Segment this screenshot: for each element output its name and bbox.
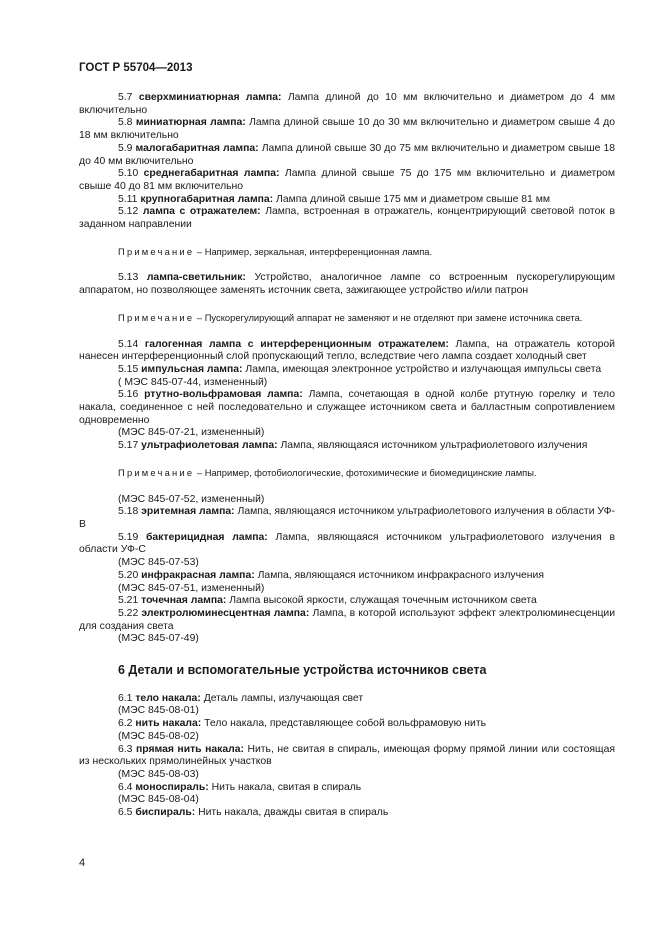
term: миниатюрная лампа: [135,117,246,129]
note-5-17: Примечание – Например, фотобиологические, фотохимические и биомедицинские лампы. [118,466,537,478]
note-5-13: Примечание – Пускорегулирующий аппарат не заменяют и не отделяют при замене источника света. [118,311,583,323]
term: лампа-светильник: [146,272,246,284]
term: моноспираль: [135,781,209,793]
term-entry-5-20: 5.20 инфракрасная лампа: Лампа, являющаяся источником инфракрасного излучения [118,569,544,581]
term: прямая нить накала: [135,743,244,755]
term-entry-6-5: 6.5 биспираль: Нить накала, дважды свитая в спираль [118,807,389,819]
term-entry-6-3: 6.3 прямая нить накала: Нить, не свитая в спираль, имеющая форму прямой линии или состоящая из нескольких прямолинейных участков [79,743,615,768]
note-5-12: Примечание – Например, зеркальная, интерференционная лампа. [118,245,433,257]
term: тело накала: [135,692,201,704]
term: точечная лампа: [141,595,227,607]
term-entry-6-1: 6.1 тело накала: Деталь лампы, излучающая свет [118,692,364,704]
source-ref: (МЭС 845-07-49) [118,633,199,645]
term-entry-5-12: 5.12 лампа с отражателем: Лампа, встроенная в отражатель, концентрирующий световой поток в заданном направлении [79,206,615,231]
term: малогабаритная лампа: [135,142,259,154]
term-entry-5-15: 5.15 импульсная лампа: Лампа, имеющая электронное устройство и излучающая импульсы света [118,363,602,375]
term: нить накала: [135,718,202,730]
term-entry-5-9: 5.9 малогабаритная лампа: Лампа длиной свыше 30 до 75 мм включительно и диаметром свыше 18 до 40 мм включительно [79,142,616,167]
term-entry-5-17: 5.17 ультрафиолетовая лампа: Лампа, являющаяся источником ультрафиолетового излучения [118,440,588,452]
term-entry-5-11: 5.11 крупногабаритная лампа: Лампа длиной свыше 175 мм и диаметром свыше 81 мм [118,193,550,205]
term-entry-5-14: 5.14 галогенная лампа с интерференционным отражателем: Лампа, на отражатель которой нанесен интерференционный слой пропускающий тепло, вследствие чего лампа создает холодный свет [79,338,615,363]
source-ref: (МЭС 845-07-51, измененный) [118,582,265,594]
term-entry-5-19: 5.19 бактерицидная лампа: Лампа, являющаяся источником ультрафиолетового излучения в области УФ-С [79,531,615,556]
term: электролюминесцентная лампа: [141,607,310,619]
term: импульсная лампа: [141,363,243,375]
source-ref: (МЭС 845-07-21, измененный) [118,427,265,439]
term-entry-5-13: 5.13 лампа-светильник: Устройство, аналогичное лампе со встроенным пускорегулирующим аппаратом, но позволяющее заменять источник света, зажигающее устройство и/или патрон [79,272,616,297]
source-ref: (МЭС 845-08-02) [118,730,199,742]
term-entry-5-22: 5.22 электролюминесцентная лампа: Лампа, в которой используют эффект электролюминесценции для создания света [79,607,616,632]
section-title: 6 Детали и вспомогательные устройства источников света [118,663,487,678]
source-ref: (МЭС 845-08-01) [118,705,199,717]
source-ref: ( МЭС 845-07-44, измененный) [118,376,268,388]
term: биспираль: [135,807,196,819]
source-ref: (МЭС 845-08-03) [118,768,199,780]
term: галогенная лампа с интерференционным отражателем: [144,338,449,350]
term-entry-5-8: 5.8 миниатюрная лампа: Лампа длиной свыше 10 до 30 мм включительно и диаметром свыше 4 до 18 мм включительно [79,117,615,142]
term: лампа с отражателем: [142,206,261,218]
term: среднегабаритная лампа: [143,168,280,180]
term-entry-6-2: 6.2 нить накала: Тело накала, представляющее собой вольфрамовую нить [118,718,486,730]
term-entry-5-7: 5.7 сверхминиатюрная лампа: Лампа длиной до 10 мм включительно и диаметром до 4 мм включительно [79,92,615,116]
page-number: 4 [79,857,86,869]
term: инфракрасная лампа: [141,569,255,581]
term: эритемная лампа: [141,506,235,518]
term: ртутно-вольфрамовая лампа: [144,389,303,401]
document-header: ГОСТ Р 55704—2013 [79,62,193,74]
term-entry-6-4: 6.4 моноспираль: Нить накала, свитая в спираль [118,781,362,793]
term-entry-5-16: 5.16 ртутно-вольфрамовая лампа: Лампа, сочетающая в одной колбе ртутную горелку и тело накала, соединенное с ней последовательно и служащее источником света и балластным сопротивлением одновременно [79,389,616,426]
source-ref: (МЭС 845-07-53) [118,557,199,569]
term: бактерицидная лампа: [145,531,268,543]
term: крупногабаритная лампа: [140,193,274,205]
term-entry-5-10: 5.10 среднегабаритная лампа: Лампа длиной свыше 75 до 175 мм включительно и диаметром свыше 40 до 81 мм включительно [79,168,615,192]
term: сверхминиатюрная лампа: [138,92,282,103]
source-ref: (МЭС 845-08-04) [118,794,199,806]
source-ref: (МЭС 845-07-52, измененный) [118,493,265,505]
document-body [79,92,615,820]
term-entry-5-18: 5.18 эритемная лампа: Лампа, являющаяся источником ультрафиолетового излучения в области УФ-В [79,506,615,530]
term: ультрафиолетовая лампа: [141,440,278,452]
term-entry-5-21: 5.21 точечная лампа: Лампа высокой яркости, служащая точечным источником света [118,595,537,607]
